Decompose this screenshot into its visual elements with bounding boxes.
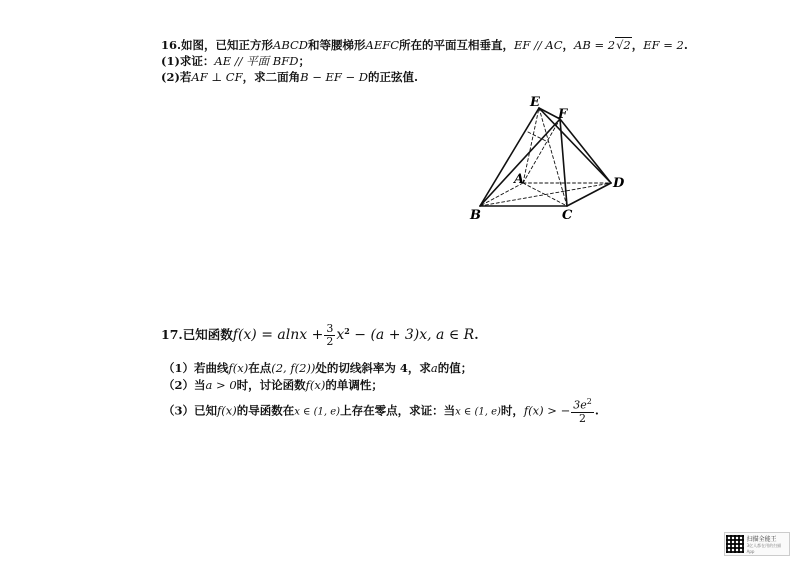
- q16-cond2: [574, 37, 632, 52]
- q16-cond1: EF // AC: [514, 38, 563, 52]
- q16-intro: 如图，已知正方形: [181, 38, 274, 52]
- q17-p1-point: (2, f(2)): [271, 361, 316, 375]
- edge-EF: [539, 108, 560, 119]
- q16-part1: [161, 53, 310, 69]
- q17-frac-den: 2: [326, 335, 334, 349]
- q17-frac: [324, 323, 335, 348]
- q16-cond2-sqrt: √2: [616, 38, 631, 52]
- q17-f-x: x: [336, 327, 345, 344]
- q17-p2-cond: a > 0: [205, 378, 237, 392]
- q17-p1-d: 的值；: [437, 361, 473, 375]
- q16-p2-mid: ，求二面角: [242, 70, 301, 84]
- q16-period: .: [683, 38, 688, 52]
- q16-cond3: EF = 2: [643, 38, 684, 52]
- qr-code-icon: [726, 535, 744, 553]
- q16-comma2: ，: [631, 38, 644, 52]
- q17-p3-label: （3）: [163, 403, 195, 418]
- q17-p3-end: .: [594, 403, 599, 418]
- q17-frac-num: 3: [326, 322, 334, 335]
- q17-p2-label: （2）: [163, 378, 195, 392]
- q17-p2-c: 的单调性；: [325, 378, 383, 392]
- q17-p3-frac-num: $3e^2$: [573, 397, 592, 412]
- q17-p3-frac: [571, 398, 594, 425]
- q17-p3-interval2: x ∈ (1, e): [455, 406, 501, 418]
- q16-p2-angle: B − EF − D: [300, 70, 369, 84]
- q16-square: ABCD: [273, 38, 309, 52]
- q17-p1-f: f(x): [228, 361, 249, 375]
- label-A: A: [514, 172, 525, 187]
- q17-period: .: [474, 327, 479, 343]
- q17-f-sup: 2: [344, 325, 350, 336]
- q16-stem: [161, 37, 688, 53]
- q17-f-rest: − (a + 3)x, a ∈ R: [349, 327, 475, 344]
- q16-trapezoid: AEFC: [365, 38, 399, 52]
- q17-p3-ineq: f(x) > −: [523, 403, 571, 418]
- q16-p1-label: (1)求证：: [161, 54, 215, 68]
- q17-p1-b: 在点: [248, 361, 272, 375]
- q17-p3-d: 时，: [500, 403, 524, 418]
- geometry-figure: [468, 92, 638, 227]
- edge-BD2: [528, 132, 548, 142]
- q17-p3-f: f(x): [217, 403, 237, 418]
- watermark-subtitle: 3亿人都在用的扫描App: [746, 543, 782, 554]
- q17-p3-b: 的导函数在: [236, 403, 295, 418]
- label-B: B: [470, 208, 481, 223]
- q16-p2-cond: AF ⊥ CF: [191, 70, 243, 84]
- q17-stem: [161, 323, 479, 348]
- q16-p1-end: ；: [298, 54, 310, 68]
- q17-p1-label: （1）: [163, 361, 195, 375]
- edge-BE: [480, 108, 539, 206]
- edge-BF: [480, 119, 560, 206]
- edge-FD: [560, 119, 611, 183]
- label-C: C: [562, 208, 573, 223]
- q17-intro: 已知函数: [182, 327, 233, 343]
- q17-p1-a: 若曲线: [194, 361, 229, 375]
- q16-rest: 所在的平面互相垂直，: [399, 38, 514, 52]
- q17-part2: [163, 377, 383, 393]
- label-E: E: [530, 95, 540, 110]
- q17-p3-frac-den: 2: [579, 411, 587, 425]
- q17-number: 17.: [161, 327, 183, 343]
- q16-and: 和等腰梯形: [308, 38, 366, 52]
- q16-p2-label: (2)若: [161, 70, 192, 84]
- q17-part3: [163, 398, 599, 425]
- q17-f-lhs: f(x) = alnx +: [232, 327, 324, 344]
- q17-p3-interval: x ∈ (1, e): [294, 406, 341, 418]
- q16-comma1: ，: [562, 38, 575, 52]
- q17-p3-c: 上存在零点，求证：当: [340, 403, 456, 418]
- label-F: F: [558, 107, 568, 122]
- q16-part2: [161, 69, 418, 85]
- label-D: D: [613, 176, 625, 191]
- scanner-watermark: [724, 532, 790, 556]
- q17-p2-a: 当: [194, 378, 206, 392]
- watermark-title: 扫描全能王: [746, 536, 777, 543]
- q17-p2-b: 时，讨论函数: [236, 378, 306, 392]
- q17-p1-c: 处的切线斜率为 4，求: [315, 361, 431, 375]
- edge-BD: [480, 183, 611, 206]
- q17-part1: [163, 360, 472, 376]
- q17-p1-var: a: [430, 361, 438, 375]
- q17-p2-f: f(x): [305, 378, 326, 392]
- q16-cond2-a: AB = 2: [574, 38, 616, 52]
- q17-p3-a: 已知: [194, 403, 218, 418]
- q16-p1-expr: AE // 平面 BFD: [214, 54, 299, 68]
- q16-p2-end: 的正弦值.: [368, 70, 419, 84]
- edge-AF: [523, 119, 560, 183]
- q16-number: 16.: [161, 38, 182, 52]
